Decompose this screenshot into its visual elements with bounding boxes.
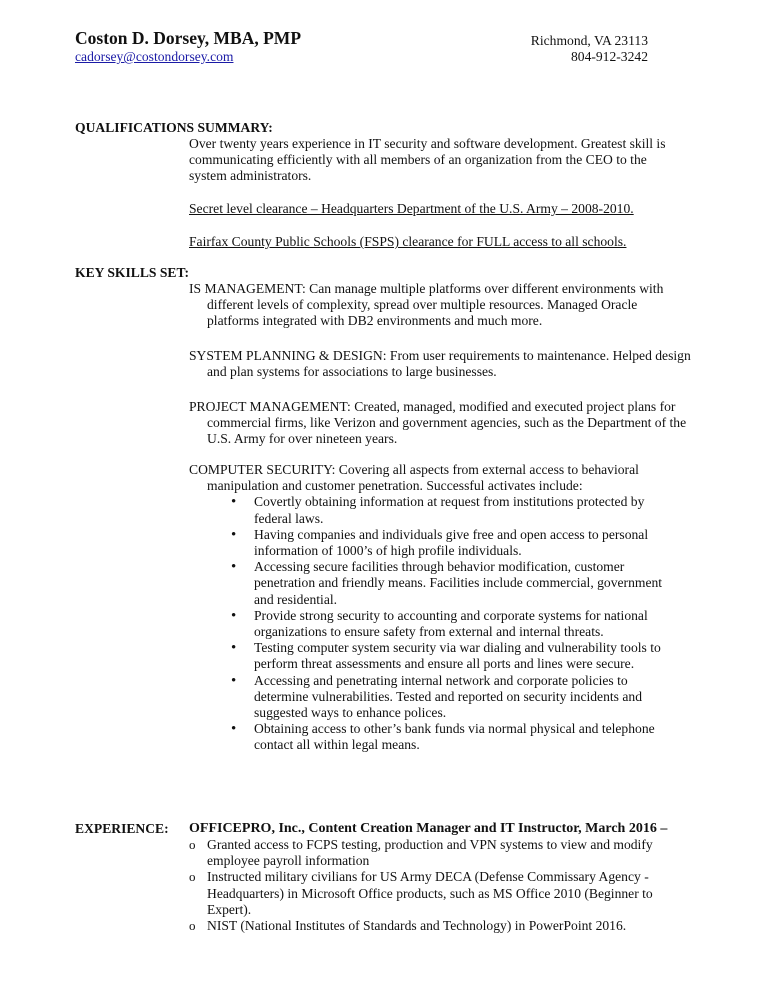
candidate-name: Coston D. Dorsey, MBA, PMP: [75, 28, 302, 48]
skills-heading: KEY SKILLS SET:: [75, 265, 190, 280]
list-item: • Having companies and individuals give free and open access to personal information of 1000’s of high profile individuals.: [189, 527, 674, 559]
email-link[interactable]: cadorsey@costondorsey.com: [75, 49, 234, 64]
list-item: o Instructed military civilians for US Army DECA (Defense Commissary Agency - Headquarters) in Microsoft Office products, such as MS Office 2010 (Beginner to Expert).: [189, 869, 674, 918]
clearance-army: Secret level clearance – Headquarters Department of the U.S. Army – 2008-2010.: [189, 201, 634, 216]
computer-security-text: COMPUTER SECURITY: Covering all aspects from external access to behavioral manipulation and customer penetration. Successful activates include:: [189, 462, 639, 494]
skill-project-management: PROJECT MANAGEMENT: Created, managed, modified and executed project plans for commercial firms, like Verizon and government agencies, such as the Department of the U.S. Army for over nineteen years.: [189, 399, 687, 447]
city-address: Richmond, VA 23113: [530, 33, 648, 48]
security-bullet-list: [189, 494, 674, 753]
phone-number: 804-912-3242: [570, 49, 648, 64]
clearance-fcps: Fairfax County Public Schools (FSPS) clearance for FULL access to all schools.: [189, 234, 627, 249]
experience-role: OFFICEPRO, Inc., Content Creation Manager and IT Instructor, March 2016 –: [189, 821, 668, 836]
skill-is-management: IS MANAGEMENT: Can manage multiple platforms over different environments with different levels of complexity, spread over multiple resources. Managed Oracle platforms integrated with DB2 environments and much more.: [189, 281, 664, 329]
experience-list: [189, 837, 674, 934]
list-item: o NIST (National Institutes of Standards and Technology) in PowerPoint 2016.: [189, 918, 674, 934]
list-item: • Obtaining access to other’s bank funds via normal physical and telephone contact all within legal means.: [189, 721, 674, 753]
skill-computer-security: [189, 462, 674, 754]
list-item: • Testing computer system security via war dialing and vulnerability tools to perform threat assessments and ensure all ports and lines were secure.: [189, 640, 674, 672]
list-item: • Accessing and penetrating internal network and corporate policies to determine vulnerabilities. Tested and reported on security incidents and suggested ways to enhance polices.: [189, 673, 674, 722]
experience-heading: EXPERIENCE:: [75, 821, 169, 836]
list-item: • Accessing secure facilities through behavior modification, customer penetration and friendly means. Facilities include commercial, government and residential.: [189, 559, 674, 608]
list-item: • Provide strong security to accounting and corporate systems for national organizations to ensure safety from external and internal threats.: [189, 608, 674, 640]
qualifications-heading: QUALIFICATIONS SUMMARY:: [75, 120, 273, 135]
skill-system-planning: SYSTEM PLANNING & DESIGN: From user requirements to maintenance. Helped design and plan systems for associations to large businesses.: [189, 348, 691, 380]
list-item: o Granted access to FCPS testing, production and VPN systems to view and modify employee payroll information: [189, 837, 674, 869]
qualifications-summary: Over twenty years experience in IT security and software development. Greatest skill is communicating efficiently with all members of an organization from the CEO to the system administrators.: [189, 136, 666, 184]
list-item: • Covertly obtaining information at request from institutions protected by federal laws.: [189, 494, 674, 526]
